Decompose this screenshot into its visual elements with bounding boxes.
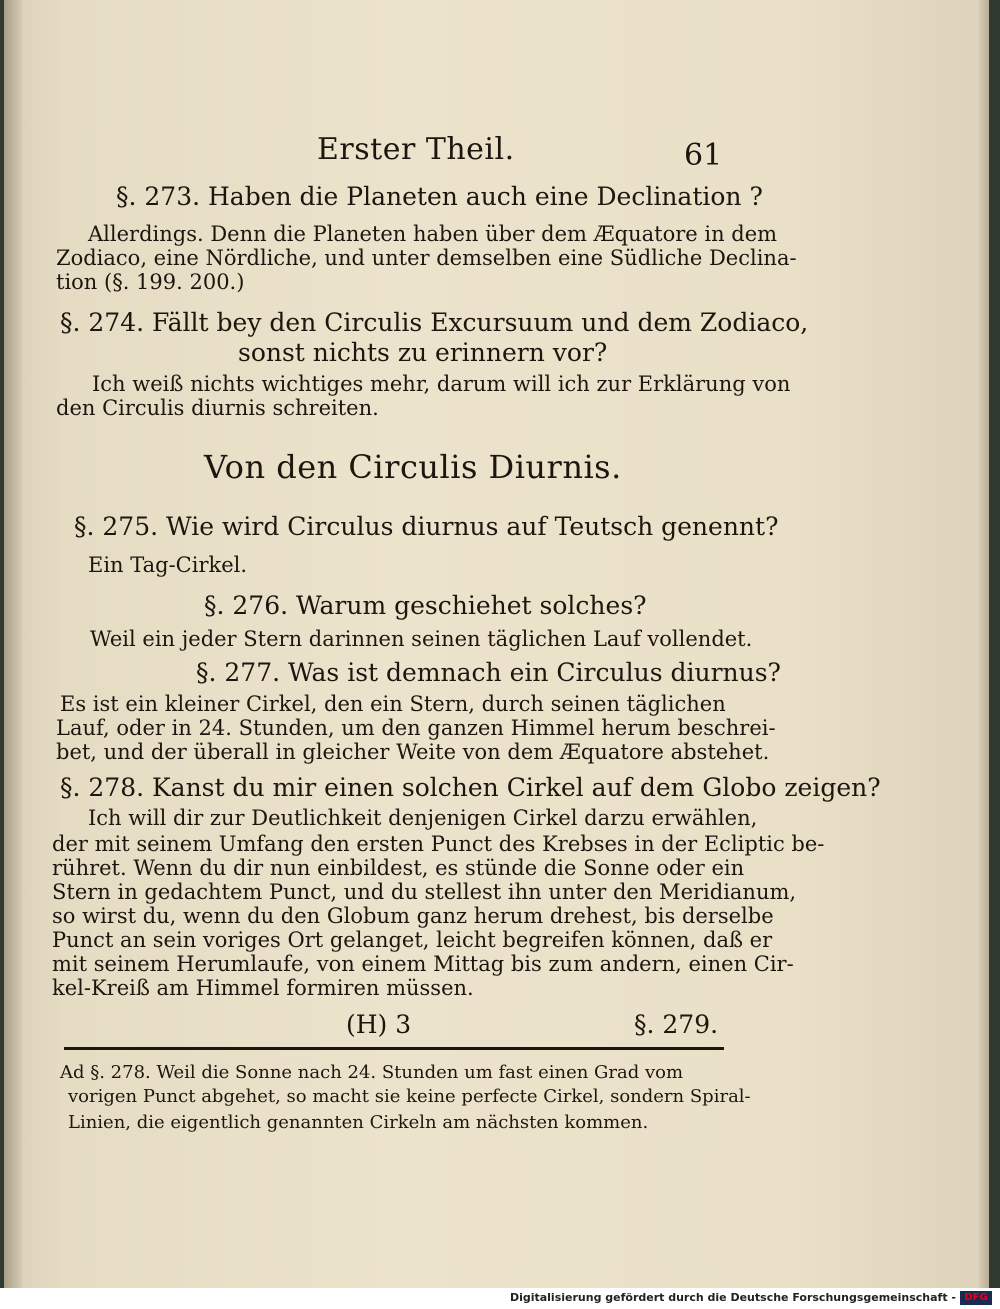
answer-278-line-4: Stern in gedachtem Punct, und du stellest ihn unter den Meridianum,: [52, 880, 797, 904]
question-274-line-2: sonst nichts zu erinnern vor?: [238, 338, 608, 367]
question-273: §. 273. Haben die Planeten auch eine Declination ?: [116, 182, 763, 211]
answer-273-line-2: Zodiaco, eine Nördliche, und unter demselben eine Südliche Declina-: [56, 246, 797, 270]
question-274-line-1: §. 274. Fällt bey den Circulis Excursuum und dem Zodiaco,: [60, 308, 809, 337]
answer-278-line-7: mit seinem Herumlaufe, von einem Mittag bis zum andern, einen Cir-: [52, 952, 794, 976]
dfg-logo-text: DFG: [964, 1292, 988, 1303]
question-276: §. 276. Warum geschiehet solches?: [204, 591, 647, 620]
book-page: [4, 0, 989, 1288]
answer-277-line-3: bet, und der überall in gleicher Weite von dem Æquatore abstehet.: [56, 740, 770, 764]
answer-278-line-5: so wirst du, wenn du den Globum ganz herum drehest, bis derselbe: [52, 904, 774, 928]
footnote-line-3: Linien, die eigentlich genannten Cirkeln am nächsten kommen.: [68, 1112, 649, 1133]
answer-274-line-1: Ich weiß nichts wichtiges mehr, darum will ich zur Erklärung von: [92, 372, 791, 396]
answer-278-line-6: Punct an sein voriges Ort gelanget, leicht begreifen können, daß er: [52, 928, 773, 952]
dfg-logo-icon: [960, 1291, 992, 1305]
answer-278-line-3: rühret. Wenn du dir nun einbildest, es stünde die Sonne oder ein: [52, 856, 745, 880]
running-head: Erster Theil.: [317, 132, 515, 167]
section-heading: Von den Circulis Diurnis.: [204, 448, 622, 486]
answer-274-line-2: den Circulis diurnis schreiten.: [56, 396, 379, 420]
answer-277-line-1: Es ist ein kleiner Cirkel, den ein Stern, durch seinen täglichen: [60, 692, 726, 716]
page-binding-shadow: [4, 0, 22, 1288]
page-edge: [979, 0, 989, 1288]
answer-278-line-2: der mit seinem Umfang den ersten Punct des Krebses in der Ecliptic be-: [52, 832, 825, 856]
answer-273-line-1: Allerdings. Denn die Planeten haben über dem Æquatore in dem: [88, 222, 778, 246]
question-278: §. 278. Kanst du mir einen solchen Cirkel auf dem Globo zeigen?: [60, 773, 881, 802]
answer-276: Weil ein jeder Stern darinnen seinen täglichen Lauf vollendet.: [90, 627, 753, 651]
answer-273-line-3: tion (§. 199. 200.): [56, 270, 245, 294]
footnote-divider: [64, 1047, 724, 1050]
footnote-line-2: vorigen Punct abgehet, so macht sie keine perfecte Cirkel, sondern Spiral-: [68, 1086, 751, 1107]
question-275: §. 275. Wie wird Circulus diurnus auf Teutsch genennt?: [74, 512, 779, 541]
answer-278-line-8: kel-Kreiß am Himmel formiren müssen.: [52, 976, 474, 1000]
page-number: 61: [684, 138, 723, 173]
signature-mark: (H) 3: [346, 1010, 412, 1039]
question-277: §. 277. Was ist demnach ein Circulus diurnus?: [196, 658, 781, 687]
catchword: §. 279.: [634, 1010, 719, 1039]
answer-277-line-2: Lauf, oder in 24. Stunden, um den ganzen Himmel herum beschrei-: [56, 716, 776, 740]
answer-278-line-1: Ich will dir zur Deutlichkeit denjenigen Cirkel darzu erwählen,: [88, 806, 758, 830]
dfg-credit-text: Digitalisierung gefördert durch die Deutsche Forschungsgemeinschaft -: [509, 1291, 956, 1304]
footnote-line-1: Ad §. 278. Weil die Sonne nach 24. Stunden um fast einen Grad vom: [60, 1062, 684, 1083]
answer-275: Ein Tag-Cirkel.: [88, 553, 248, 577]
